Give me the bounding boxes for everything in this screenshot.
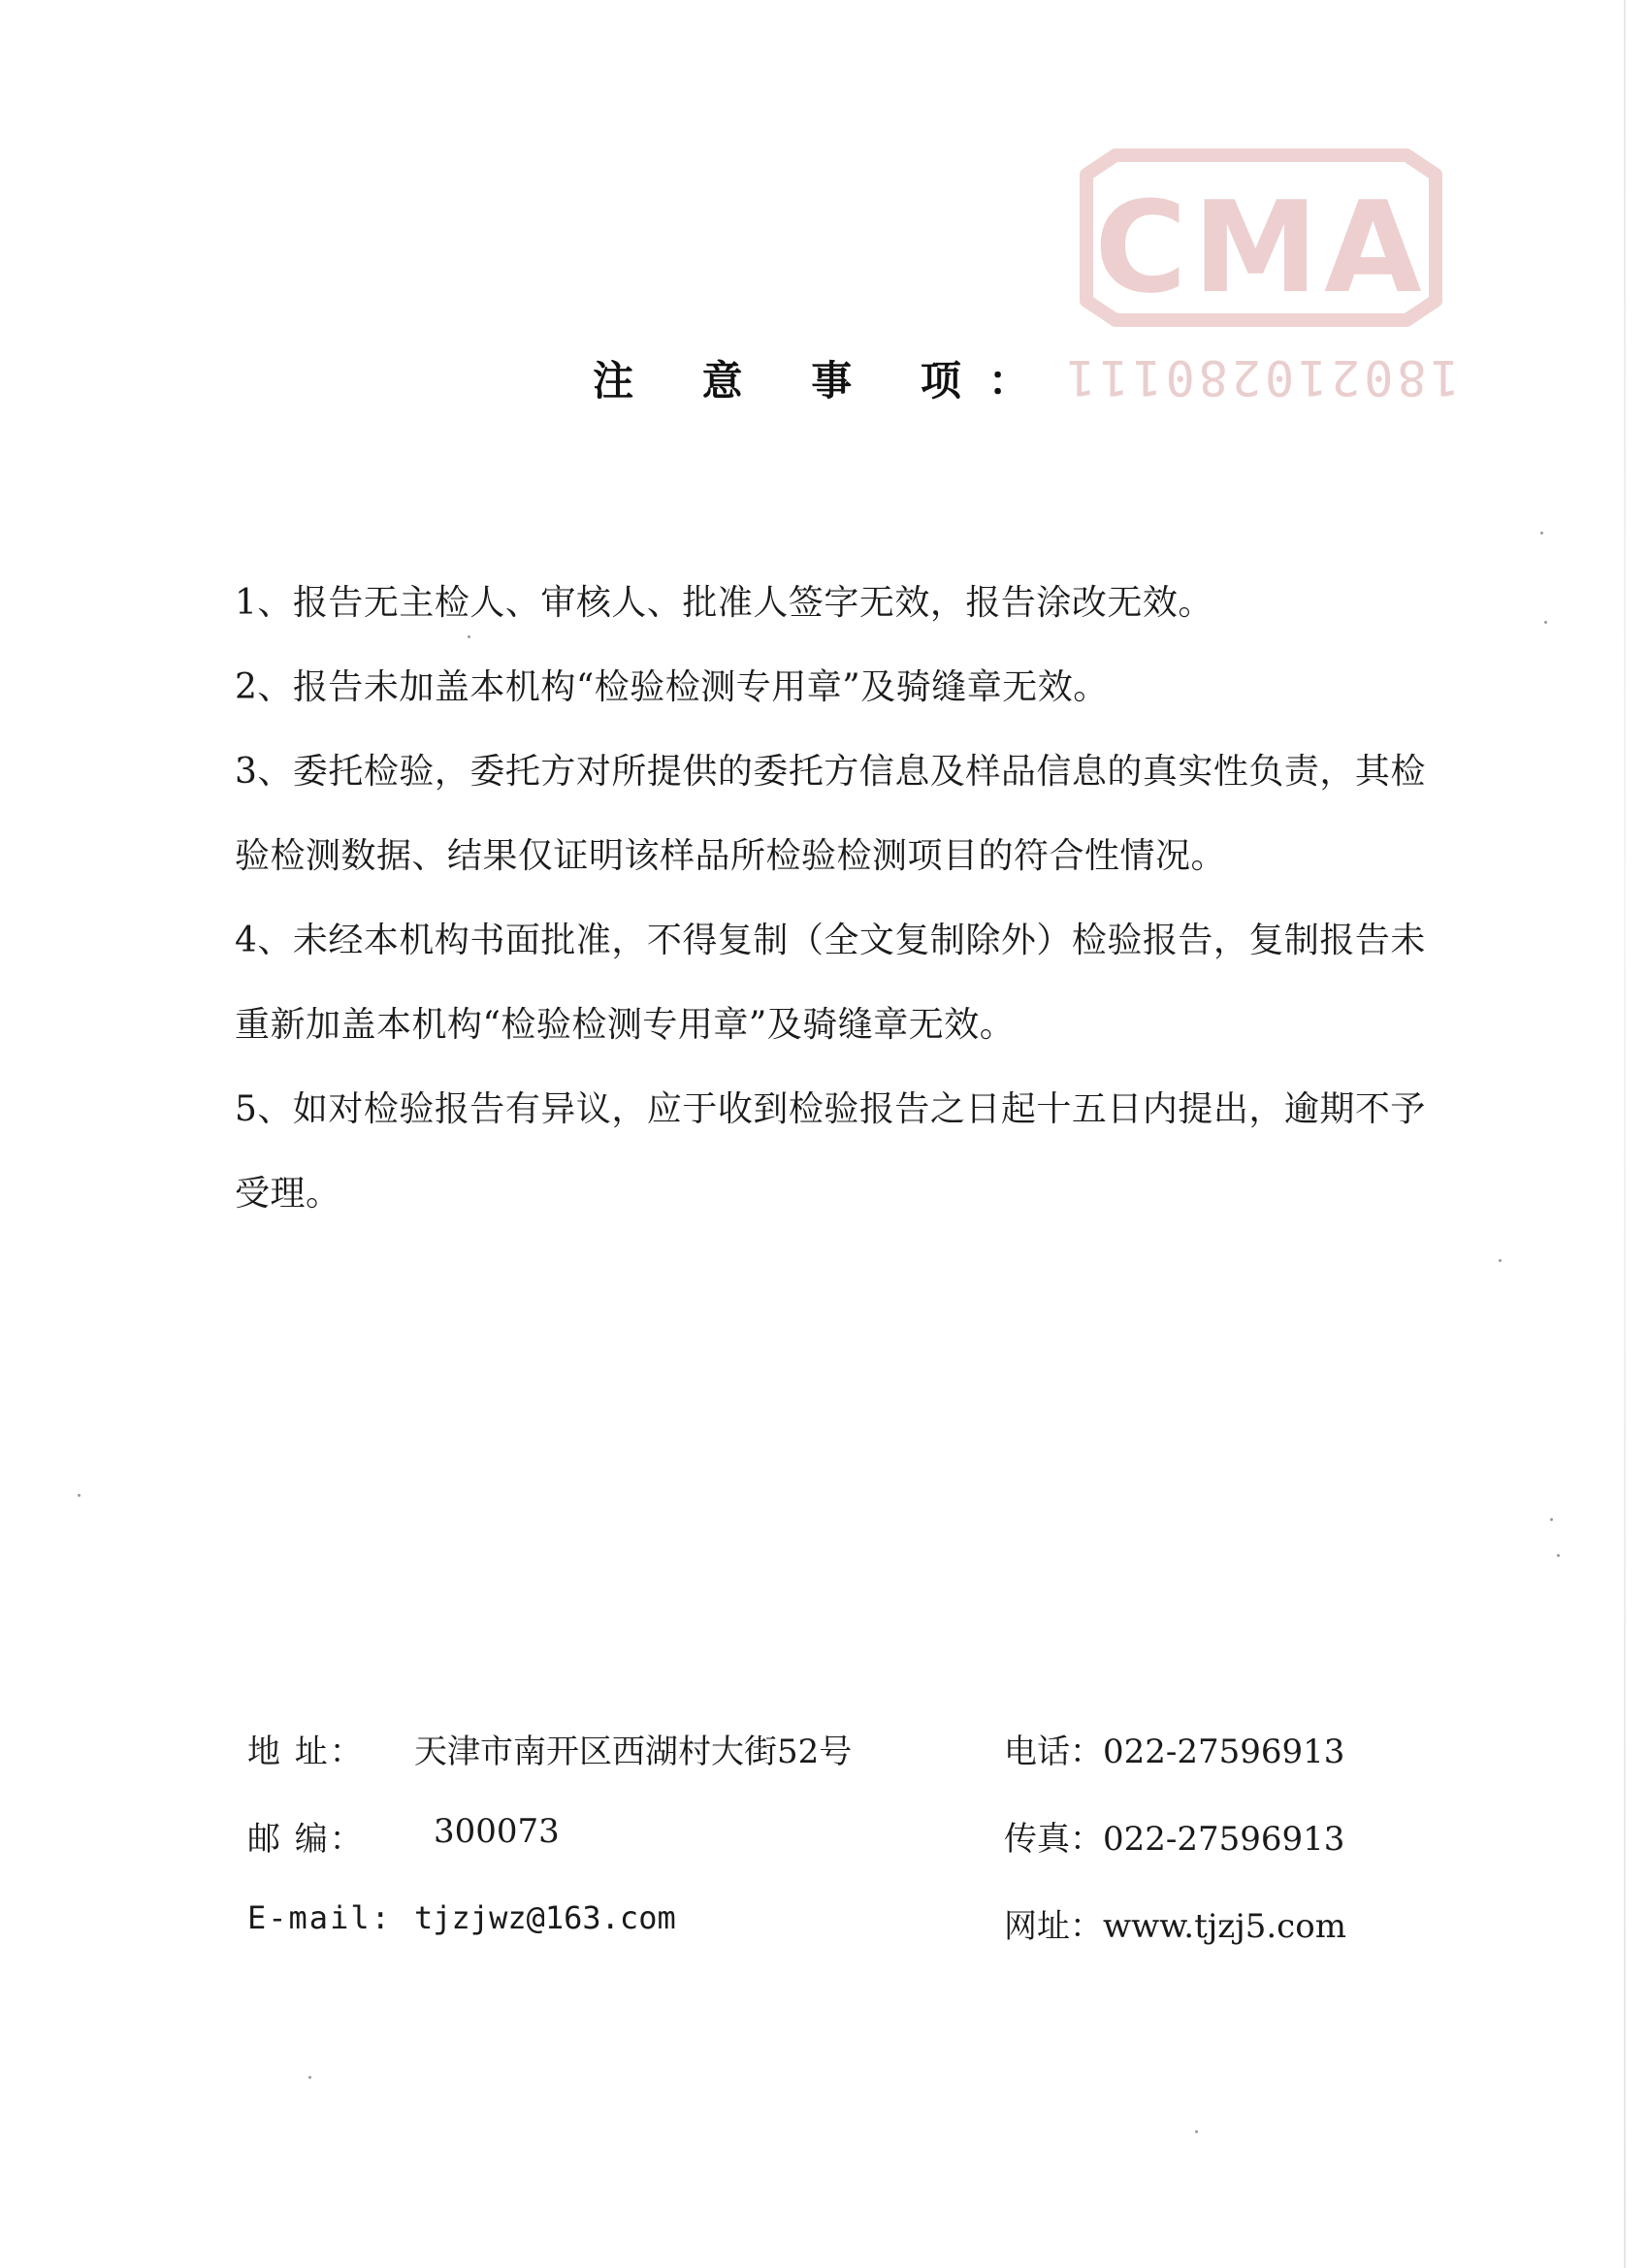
scan-speck	[1540, 532, 1543, 535]
notice-title: 注 意 事 项：	[593, 357, 1056, 405]
phone-number: 电话：022-27596913	[1004, 1733, 1345, 1771]
postcode-value: 300073	[434, 1812, 560, 1851]
scan-edge	[1624, 0, 1626, 2268]
notice-item-1: 1、报告无主检人、审核人、批准人签字无效，报告涂改无效。	[235, 583, 1213, 623]
contact-info	[247, 1725, 1411, 1987]
scan-speck	[1557, 1554, 1560, 1557]
svg-text:CMA: CMA	[1094, 174, 1428, 321]
address-row	[247, 1725, 1411, 1812]
website[interactable]: 网址：www.tjzj5.com	[1004, 1907, 1346, 1946]
email-label: E-mail:	[247, 1899, 392, 1936]
scan-speck	[78, 1494, 81, 1497]
fax-number: 传真：022-27596913	[1004, 1820, 1345, 1859]
notice-item-4: 4、未经本机构书面批准，不得复制（全文复制除外）检验报告，复制报告未重新加盖本机构“检验检测专用章”及骑缝章无效。	[235, 921, 1426, 1045]
scan-speck	[1499, 1259, 1502, 1262]
email-row	[247, 1899, 1411, 1987]
address-label: 地 址：	[247, 1733, 365, 1771]
address-value: 天津市南开区西湖村大街52号	[414, 1733, 853, 1771]
email-value[interactable]: tjzjwz@163.com	[414, 1899, 676, 1936]
postcode-label: 邮 编：	[247, 1820, 365, 1859]
scan-speck	[1544, 621, 1547, 624]
notice-item-2: 2、报告未加盖本机构“检验检测专用章”及骑缝章无效。	[235, 667, 1109, 707]
scan-speck	[1550, 1518, 1553, 1521]
notice-list	[235, 561, 1438, 1236]
scan-speck	[308, 2076, 311, 2079]
scan-speck	[468, 635, 470, 638]
svg-text:180210280111: 180210280111	[1062, 349, 1460, 405]
notice-item-3: 3、委托检验，委托方对所提供的委托方信息及样品信息的真实性负责，其检验检测数据、结果仅证明该样品所检验检测项目的符合性情况。	[235, 752, 1426, 876]
notice-item-5: 5、如对检验报告有异议，应于收到检验报告之日起十五日内提出，逾期不予受理。	[235, 1089, 1426, 1214]
postcode-row	[247, 1812, 1411, 1899]
scan-speck	[1195, 2130, 1198, 2133]
